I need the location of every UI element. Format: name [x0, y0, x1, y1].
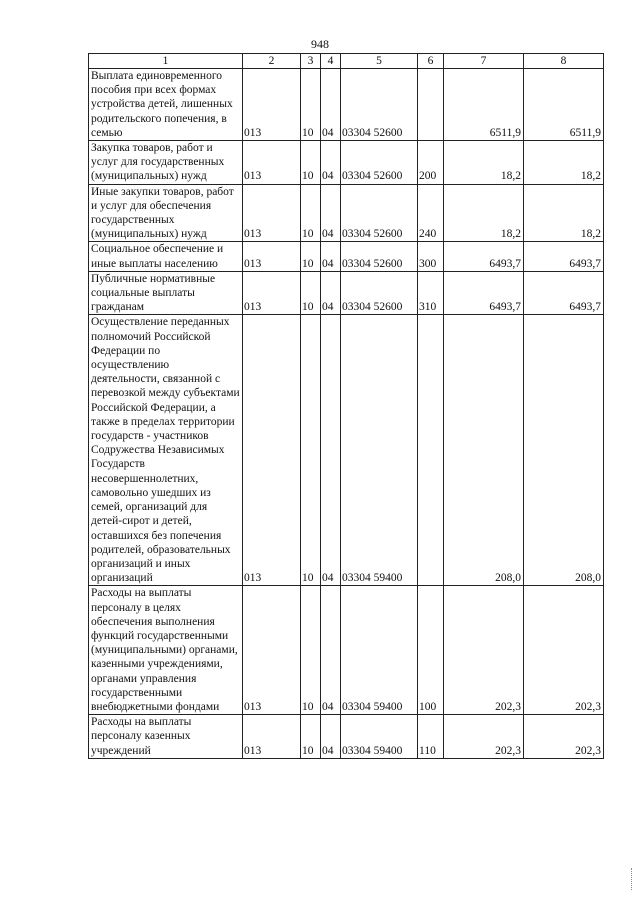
expense-type-code: 310 — [418, 271, 444, 315]
row-name: Закупка товаров, работ и услуг для государственных (муниципальных) нужд — [89, 141, 243, 185]
row-name: Социальное обеспечение и иные выплаты населению — [89, 242, 243, 271]
target-article-code: 03304 52600 — [341, 69, 418, 141]
header-cell-3: 3 — [301, 54, 321, 69]
amount-col7: 6493,7 — [444, 242, 524, 271]
budget-table — [88, 53, 604, 759]
amount-col7: 6511,9 — [444, 69, 524, 141]
admin-code: 013 — [243, 315, 301, 586]
amount-col7: 208,0 — [444, 315, 524, 586]
expense-type-code — [418, 315, 444, 586]
subsection-code: 04 — [321, 242, 341, 271]
subsection-code: 04 — [321, 184, 341, 242]
subsection-code: 04 — [321, 141, 341, 185]
expense-type-code: 300 — [418, 242, 444, 271]
target-article-code: 03304 52600 — [341, 242, 418, 271]
header-row — [89, 54, 604, 69]
amount-col7: 6493,7 — [444, 271, 524, 315]
amount-col7: 18,2 — [444, 184, 524, 242]
target-article-code: 03304 59400 — [341, 315, 418, 586]
amount-col8: 18,2 — [524, 184, 604, 242]
section-code: 10 — [301, 315, 321, 586]
section-code: 10 — [301, 271, 321, 315]
section-code: 10 — [301, 586, 321, 715]
scan-edge-mark — [631, 868, 634, 890]
table-row — [89, 141, 604, 185]
target-article-code: 03304 59400 — [341, 586, 418, 715]
amount-col7: 202,3 — [444, 586, 524, 715]
amount-col7: 18,2 — [444, 141, 524, 185]
expense-type-code — [418, 69, 444, 141]
subsection-code: 04 — [321, 315, 341, 586]
header-cell-8: 8 — [524, 54, 604, 69]
amount-col8: 6511,9 — [524, 69, 604, 141]
header-cell-1: 1 — [89, 54, 243, 69]
target-article-code: 03304 52600 — [341, 141, 418, 185]
header-cell-4: 4 — [321, 54, 341, 69]
target-article-code: 03304 52600 — [341, 184, 418, 242]
admin-code: 013 — [243, 242, 301, 271]
section-code: 10 — [301, 715, 321, 759]
row-name: Расходы на выплаты персоналу казенных учреждений — [89, 715, 243, 759]
subsection-code: 04 — [321, 715, 341, 759]
expense-type-code: 100 — [418, 586, 444, 715]
table-row — [89, 315, 604, 586]
section-code: 10 — [301, 69, 321, 141]
page-number: 948 — [311, 37, 329, 51]
amount-col7: 202,3 — [444, 715, 524, 759]
row-name: Выплата единовременного пособия при всех формах устройства детей, лишенных родительского попечения, в семью — [89, 69, 243, 141]
target-article-code: 03304 59400 — [341, 715, 418, 759]
expense-type-code: 240 — [418, 184, 444, 242]
admin-code: 013 — [243, 141, 301, 185]
subsection-code: 04 — [321, 271, 341, 315]
amount-col8: 202,3 — [524, 586, 604, 715]
section-code: 10 — [301, 184, 321, 242]
row-name: Осуществление переданных полномочий Российской Федерации по осуществлению деятельности, связанной с перевозкой между субъектами Российской Федерации, а также в пределах территории государств - участников Содружества Независимых Государств несовершеннолетних, самовольно ушедших из семей, организаций для детей-сирот и детей, оставшихся без попечения родителей, образовательных организаций и иных организаций — [89, 315, 243, 586]
subsection-code: 04 — [321, 69, 341, 141]
expense-type-code: 110 — [418, 715, 444, 759]
table-row — [89, 271, 604, 315]
table-row — [89, 715, 604, 759]
header-cell-7: 7 — [444, 54, 524, 69]
admin-code: 013 — [243, 715, 301, 759]
amount-col8: 6493,7 — [524, 271, 604, 315]
row-name: Расходы на выплаты персоналу в целях обеспечения выполнения функций государственными (муниципальными) органами, казенными учреждениями, органами управления государственными внебюджетными фондами — [89, 586, 243, 715]
subsection-code: 04 — [321, 586, 341, 715]
amount-col8: 6493,7 — [524, 242, 604, 271]
header-cell-2: 2 — [243, 54, 301, 69]
amount-col8: 18,2 — [524, 141, 604, 185]
admin-code: 013 — [243, 271, 301, 315]
section-code: 10 — [301, 141, 321, 185]
row-name: Публичные нормативные социальные выплаты гражданам — [89, 271, 243, 315]
amount-col8: 208,0 — [524, 315, 604, 586]
table-row — [89, 586, 604, 715]
table-row — [89, 69, 604, 141]
amount-col8: 202,3 — [524, 715, 604, 759]
target-article-code: 03304 52600 — [341, 271, 418, 315]
expense-type-code: 200 — [418, 141, 444, 185]
header-cell-6: 6 — [418, 54, 444, 69]
admin-code: 013 — [243, 69, 301, 141]
section-code: 10 — [301, 242, 321, 271]
table-row — [89, 242, 604, 271]
table-row — [89, 184, 604, 242]
header-cell-5: 5 — [341, 54, 418, 69]
admin-code: 013 — [243, 184, 301, 242]
admin-code: 013 — [243, 586, 301, 715]
row-name: Иные закупки товаров, работ и услуг для обеспечения государственных (муниципальных) нужд — [89, 184, 243, 242]
